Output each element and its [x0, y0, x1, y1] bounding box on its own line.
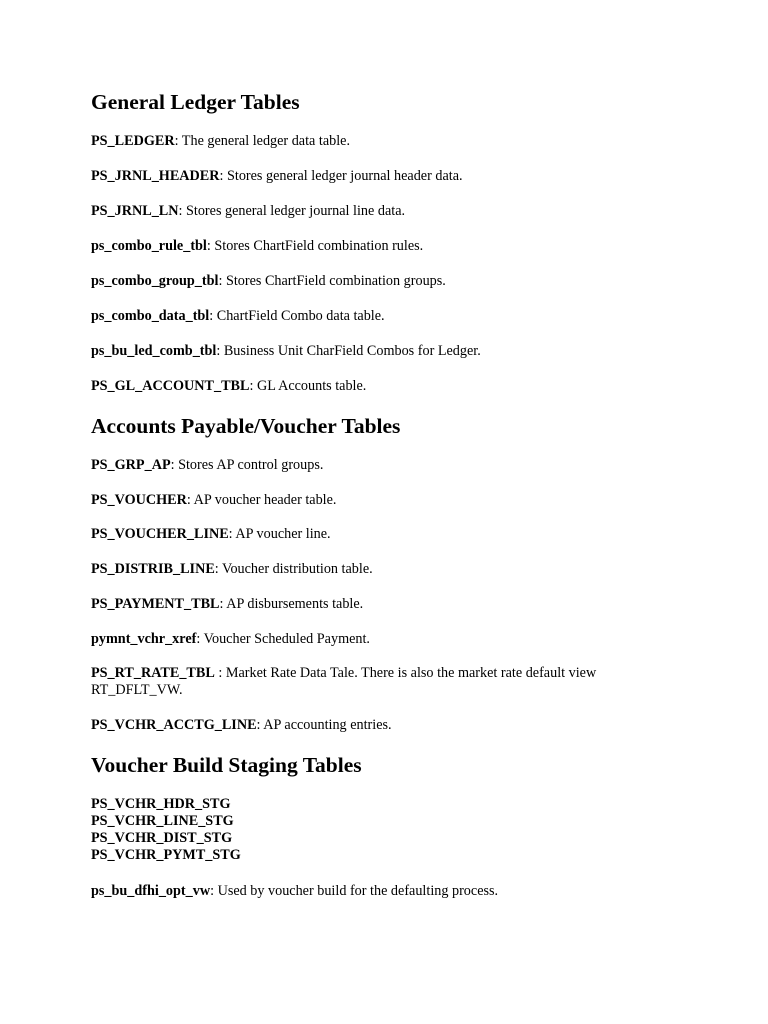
table-name: PS_VOUCHER_LINE	[91, 526, 229, 542]
table-name: ps_combo_rule_tbl	[91, 238, 207, 254]
entry-line-continued: RT_DFLT_VW.	[91, 682, 183, 698]
section-title-voucher-build-staging: Voucher Build Staging Tables	[91, 753, 362, 777]
table-description: : AP voucher header table.	[186, 492, 337, 508]
table-description: : AP voucher line.	[228, 526, 331, 542]
table-description: : The general ledger data table.	[174, 133, 350, 149]
staging-table-list	[91, 796, 241, 864]
entry-ps-distrib-line	[91, 561, 373, 578]
entry-ps-vchr-acctg-line	[91, 717, 392, 734]
entry-ps-rt-rate-tbl	[91, 665, 596, 699]
table-description: : Market Rate Data Tale. There is also the market rate default view	[214, 665, 597, 681]
staging-table-name: PS_VCHR_DIST_STG	[91, 830, 233, 846]
table-name: PS_RT_RATE_TBL	[91, 665, 215, 681]
table-name: ps_bu_led_comb_tbl	[91, 343, 217, 359]
table-description: : ChartField Combo data table.	[209, 308, 385, 324]
table-name: pymnt_vchr_xref	[91, 631, 197, 647]
table-name: PS_VOUCHER	[91, 492, 187, 508]
table-name: PS_GL_ACCOUNT_TBL	[91, 378, 250, 394]
table-description: : Stores general ledger journal line data.	[178, 203, 406, 219]
staging-table-name: PS_VCHR_PYMT_STG	[91, 847, 241, 863]
table-name: PS_DISTRIB_LINE	[91, 561, 215, 577]
entry-pymnt-vchr-xref	[91, 631, 370, 648]
table-name: PS_VCHR_ACCTG_LINE	[91, 717, 257, 733]
table-description: : Stores ChartField combination rules.	[206, 238, 424, 254]
staging-table-name: PS_VCHR_LINE_STG	[91, 813, 234, 829]
staging-table-name: PS_VCHR_HDR_STG	[91, 796, 231, 812]
entry-ps-jrnl-header	[91, 168, 463, 185]
table-name: PS_JRNL_LN	[91, 203, 179, 219]
entry-ps-payment-tbl	[91, 596, 363, 613]
table-description: : AP accounting entries.	[256, 717, 392, 733]
entry-ps-grp-ap	[91, 457, 323, 474]
table-description: : AP disbursements table.	[219, 596, 364, 612]
section-title-general-ledger: General Ledger Tables	[91, 90, 300, 114]
table-description: : Voucher distribution table.	[214, 561, 373, 577]
entry-line	[91, 665, 596, 682]
table-description: : Voucher Scheduled Payment.	[196, 631, 370, 647]
table-description: : GL Accounts table.	[249, 378, 367, 394]
entry-ps-voucher	[91, 492, 336, 509]
entry-ps-bu-led-comb-tbl	[91, 343, 481, 360]
entry-ps-combo-data-tbl	[91, 308, 385, 325]
section-title-accounts-payable: Accounts Payable/Voucher Tables	[91, 414, 401, 438]
table-description: : Stores general ledger journal header data.	[219, 168, 463, 184]
table-description: : Business Unit CharField Combos for Ledger.	[216, 343, 481, 359]
table-name: ps_combo_data_tbl	[91, 308, 210, 324]
table-name: ps_bu_dfhi_opt_vw	[91, 883, 211, 899]
entry-ps-jrnl-ln	[91, 203, 405, 220]
table-description: : Stores AP control groups.	[170, 457, 324, 473]
entry-ps-combo-group-tbl	[91, 273, 446, 290]
entry-ps-bu-dfhi-opt-vw	[91, 883, 498, 900]
table-description: : Used by voucher build for the defaulting process.	[210, 883, 499, 899]
table-name: PS_PAYMENT_TBL	[91, 596, 220, 612]
table-name: PS_LEDGER	[91, 133, 175, 149]
table-name: PS_JRNL_HEADER	[91, 168, 220, 184]
table-name: PS_GRP_AP	[91, 457, 171, 473]
table-description: : Stores ChartField combination groups.	[218, 273, 446, 289]
entry-ps-gl-account-tbl	[91, 378, 366, 395]
table-name: ps_combo_group_tbl	[91, 273, 219, 289]
entry-ps-ledger	[91, 133, 350, 150]
entry-ps-voucher-line	[91, 526, 331, 543]
entry-ps-combo-rule-tbl	[91, 238, 423, 255]
